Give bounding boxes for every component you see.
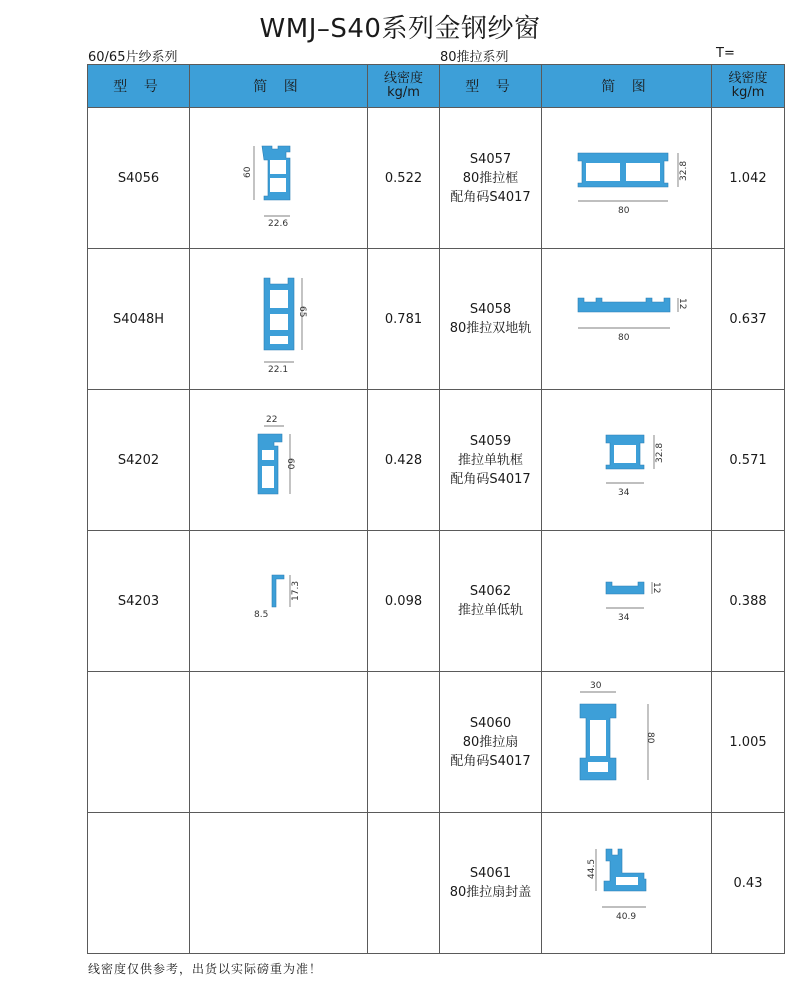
model-note: 配角码S4017 [450,753,531,769]
dim-label: 12 [676,298,687,310]
model-desc: 推拉单低轨 [457,603,523,618]
model-cell: S4203 [88,531,190,672]
header-density-label: 线密度 [728,71,768,86]
model-cell [440,672,542,813]
profile-drawing [224,561,334,641]
drawing-cell [542,108,712,249]
drawing-cell [542,249,712,390]
dim-label: 34 [617,488,629,498]
profile-drawing [224,410,334,510]
model-cell: S4056 [88,108,190,249]
profile-drawing [224,264,334,374]
table-row [88,531,785,672]
table-row [88,249,785,390]
model-code: S4061 [469,866,512,881]
density-cell: 0.098 [368,531,440,672]
model-desc: 推拉单轨框 [457,452,523,468]
model-cell: S4202 [88,390,190,531]
density-cell: 0.43 [712,813,785,954]
profile-drawing [224,128,334,228]
model-cell [440,108,542,249]
page-title: WMJ–S40系列金钢纱窗 [259,14,541,44]
dim-label: 22.1 [267,365,288,374]
density-cell: 0.781 [368,249,440,390]
footer-note: 线密度仅供参考，出货以实际磅重为准！ [88,962,323,976]
dim-label: 60 [284,458,295,470]
header-drawing: 简 图 [190,65,368,108]
density-cell: 1.042 [712,108,785,249]
header-density [712,65,785,108]
table-row [88,672,785,813]
dim-label: 22.6 [267,219,288,228]
dim-label: 17.3 [290,580,301,601]
header-density-unit: kg/m [731,85,765,100]
dim-label: 22 [265,415,277,425]
dim-label: 34 [617,613,629,623]
profile-drawing [562,415,692,505]
density-cell [368,813,440,954]
profile-drawing [562,284,692,354]
header-row [88,65,785,108]
header-model: 型 号 [440,65,542,108]
dim-label: 12 [650,582,661,594]
model-cell [440,390,542,531]
dim-label: 32.8 [654,442,665,463]
model-desc: 80推拉框 [462,170,519,186]
model-code: S4059 [469,433,512,449]
model-desc: 80推拉双地轨 [449,321,532,336]
drawing-cell [190,672,368,813]
drawing-cell [542,672,712,813]
model-code: S4062 [469,584,512,599]
model-desc: 80推拉扇 [462,734,519,750]
dim-label: 60 [242,166,253,178]
dim-label: 8.5 [253,610,268,620]
drawing-cell [190,390,368,531]
dim-label: 65 [296,306,307,318]
model-cell [88,813,190,954]
density-cell: 1.005 [712,672,785,813]
density-cell: 0.522 [368,108,440,249]
left-series-label: 60/65片纱系列 [88,50,178,65]
header-density-label: 线密度 [383,71,423,86]
header-model: 型 号 [88,65,190,108]
model-code: S4058 [469,302,512,317]
right-series-label: 80推拉系列 [440,50,509,65]
dim-label: 30 [589,680,601,691]
table-row [88,390,785,531]
thickness-label: T= [716,46,735,61]
dim-label: 80 [617,333,629,343]
profile-drawing [562,133,692,223]
drawing-cell [190,813,368,954]
model-note: 配角码S4017 [450,471,531,487]
profile-drawing [562,680,692,805]
table-row [88,108,785,249]
density-cell: 0.388 [712,531,785,672]
density-cell: 0.571 [712,390,785,531]
dim-label: 80 [644,731,655,743]
dim-label: 44.5 [586,858,597,879]
model-cell [440,813,542,954]
model-note: 配角码S4017 [450,189,531,205]
drawing-cell [542,813,712,954]
drawing-cell [190,249,368,390]
table-row [88,813,785,954]
model-cell [440,531,542,672]
model-cell [88,672,190,813]
header-drawing: 简 图 [542,65,712,108]
header-density [368,65,440,108]
header-density-unit: kg/m [387,85,420,100]
density-cell: 0.428 [368,390,440,531]
profile-drawing [562,566,692,636]
drawing-cell [542,531,712,672]
model-code: S4060 [469,715,512,731]
drawing-cell [542,390,712,531]
drawing-cell [190,108,368,249]
dim-label: 40.9 [615,912,636,922]
drawing-cell [190,531,368,672]
model-cell [440,249,542,390]
profile-drawing [562,833,692,933]
dim-label: 80 [617,206,629,216]
model-desc: 80推拉扇封盖 [449,885,532,900]
profile-table [87,64,785,954]
density-cell [368,672,440,813]
model-code: S4057 [469,151,512,167]
density-cell: 0.637 [712,249,785,390]
dim-label: 32.8 [678,160,689,181]
model-cell: S4048H [88,249,190,390]
